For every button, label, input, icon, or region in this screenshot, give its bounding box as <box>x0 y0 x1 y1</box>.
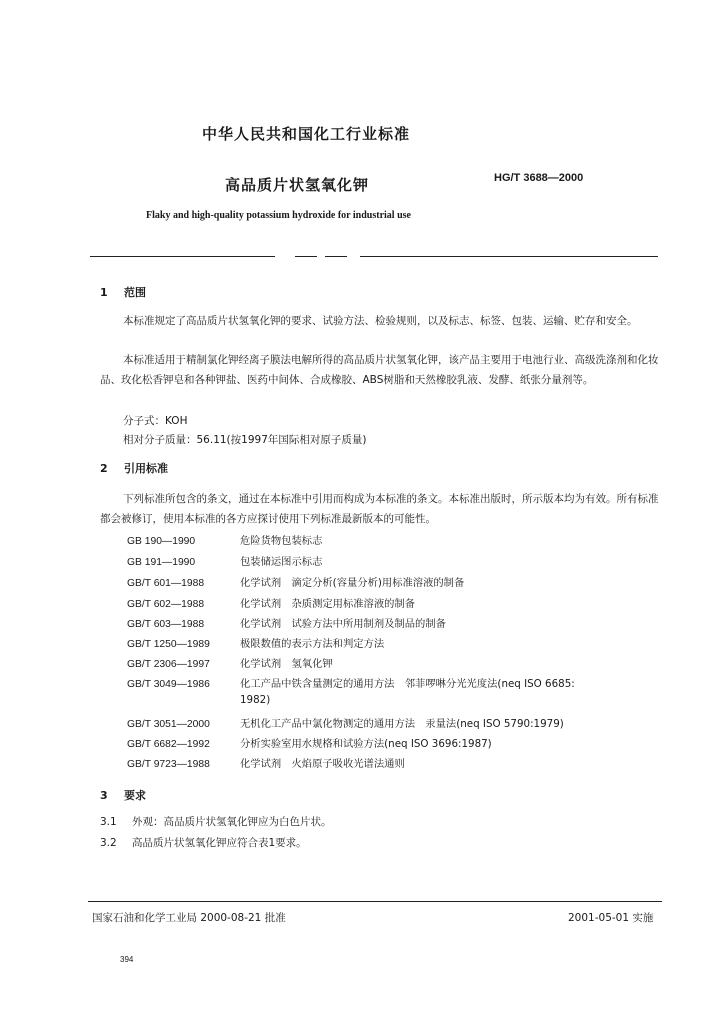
reference-title: 化学试剂 氢氧化钾 <box>240 658 333 670</box>
reference-title: 极限数值的表示方法和判定方法 <box>240 638 385 650</box>
reference-code: GB/T 603—1988 <box>127 619 205 630</box>
section-2-para: 下列标准所包含的条文，通过在本标准中引用而构成为本标准的条文。本标准出版时，所示版本均为有效。所有标准都会被修订，使用本标准的各方应探讨使用下列标准最新版本的可能性。 <box>100 493 659 525</box>
requirement-number: 3.2 <box>100 837 117 849</box>
reference-item <box>127 532 322 547</box>
section-2-heading <box>100 460 168 476</box>
section-1-heading <box>100 284 146 300</box>
section-1-para-2: 本标准适用于精制氯化钾经离子膜法电解所得的高品质片状氢氧化钾，该产品主要用于电池行业、高级洗涤剂和化妆品、玫化松香钾皂和各种钾盐、医药中间体、合成橡胶、ABS树脂和天然橡胶乳液、发酵、纸张分量剂等。 <box>100 354 659 386</box>
section-3-title: 要求 <box>124 789 146 802</box>
document-code: HG/T 3688—2000 <box>494 172 584 184</box>
reference-code: GB/T 1250—1989 <box>127 639 210 650</box>
requirement-item <box>100 833 307 853</box>
reference-code: GB/T 9723—1988 <box>127 759 210 770</box>
reference-title: 化学试剂 火焰原子吸收光谱法通则 <box>240 758 405 770</box>
reference-item <box>127 574 464 589</box>
section-2-title: 引用标准 <box>124 462 168 475</box>
standard-category-title: 中华人民共和国化工行业标准 <box>202 125 411 143</box>
document-title: 高品质片状氢氧化钾 <box>225 176 370 194</box>
molecular-mass: 相对分子质量：56.11(按1997年国际相对原子质量) <box>123 434 367 446</box>
reference-code: GB/T 601—1988 <box>127 578 205 589</box>
reference-item <box>127 655 333 670</box>
section-3-number: 3 <box>100 789 108 802</box>
approval-line: 国家石油和化学工业局 2000-08-21 批准 <box>92 912 286 924</box>
requirement-text: 外观：高品质片状氢氧化钾应为白色片状。 <box>132 816 332 828</box>
reference-title: 化学试剂 试验方法中所用制剂及制品的制备 <box>240 618 446 630</box>
reference-code: GB/T 3049—1986 <box>127 679 210 690</box>
page-number: 394 <box>120 955 134 964</box>
reference-item <box>127 635 384 650</box>
reference-item <box>127 675 575 690</box>
reference-code: GB/T 3051—2000 <box>127 719 210 730</box>
reference-title: 化工产品中铁含量测定的通用方法 邻菲啰啉分光光度法(neq ISO 6685: <box>240 678 575 690</box>
section-1-title: 范围 <box>124 286 146 299</box>
reference-title: 包装储运图示标志 <box>240 556 323 568</box>
reference-item <box>127 755 405 770</box>
effective-date: 2001-05-01 实施 <box>568 912 654 924</box>
section-3-heading <box>100 787 146 803</box>
section-1-para-1: 本标准规定了高品质片状氢氧化钾的要求、试验方法、检验规则，以及标志、标签、包装、运输、贮存和安全。 <box>123 315 638 327</box>
reference-title: 分析实验室用水规格和试验方法(neq ISO 3696:1987) <box>240 738 492 750</box>
reference-item <box>127 615 446 630</box>
reference-item <box>127 553 322 568</box>
reference-code: GB/T 6682—1992 <box>127 739 210 750</box>
reference-code: GB/T 2306—1997 <box>127 659 210 670</box>
section-2-number: 2 <box>100 462 108 475</box>
reference-code: GB 190—1990 <box>127 536 196 547</box>
english-title: Flaky and high-quality potassium hydroxide for industrial use <box>146 210 411 221</box>
reference-item <box>127 595 415 610</box>
reference-title: 化学试剂 杂质测定用标准溶液的制备 <box>240 598 416 610</box>
reference-title-continuation: 1982) <box>240 694 271 706</box>
molecular-formula: 分子式：KOH <box>123 415 188 427</box>
section-1-number: 1 <box>100 286 108 299</box>
requirement-text: 高品质片状氢氧化钾应符合表1要求。 <box>132 837 307 849</box>
reference-code: GB 191—1990 <box>127 557 196 568</box>
reference-code: GB/T 602—1988 <box>127 599 205 610</box>
reference-title: 无机化工产品中氯化物测定的通用方法 汞量法(neq ISO 5790:1979) <box>240 718 564 730</box>
requirement-number: 3.1 <box>100 816 117 828</box>
reference-title: 危险货物包装标志 <box>240 535 323 547</box>
reference-title: 化学试剂 滴定分析(容量分析)用标准溶液的制备 <box>240 577 465 589</box>
footer-rule <box>88 901 662 902</box>
requirement-item <box>100 812 332 832</box>
reference-item <box>127 735 492 750</box>
reference-item <box>127 715 564 730</box>
